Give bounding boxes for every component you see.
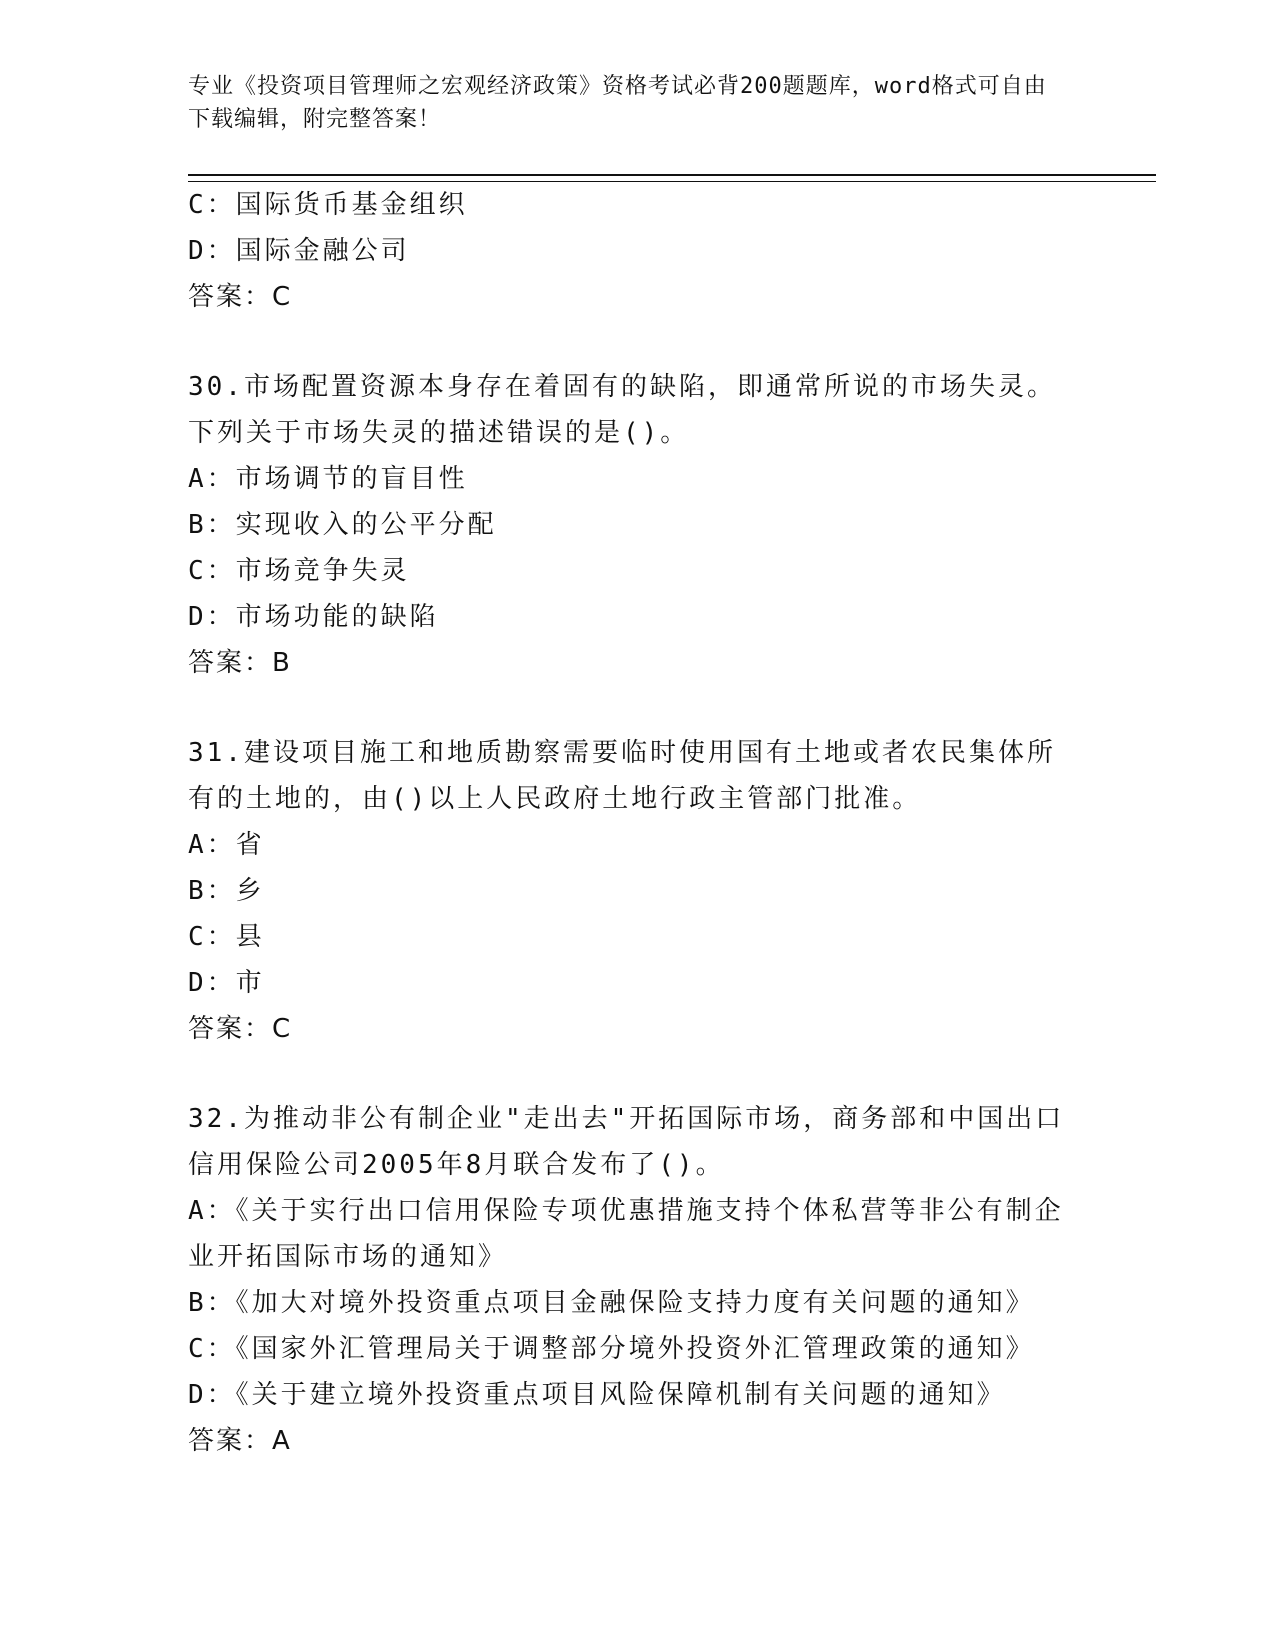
option-b: B：乡 [188,876,265,906]
option-a: A：《关于实行出口信用保险专项优惠措施支持个体私营等非公有制企业开拓国际市场的通知》 [188,1196,1064,1272]
option-d: D：市场功能的缺陷 [188,602,439,632]
spacer [188,686,1156,730]
answer-line: 答案：C [188,282,293,312]
option-c: C：国际货币基金组织 [188,190,468,220]
option-a: A：市场调节的盲目性 [188,464,468,494]
answer-line: 答案：B [188,648,292,678]
question-text: 31.建设项目施工和地质勘察需要临时使用国有土地或者农民集体所有的土地的，由()以上人民政府土地行政主管部门批准。 [188,738,1056,814]
question-text: 32.为推动非公有制企业"走出去"开拓国际市场，商务部和中国出口信用保险公司2005年8月联合发布了()。 [188,1104,1065,1180]
option-c: C：市场竞争失灵 [188,556,410,586]
question-text: 30.市场配置资源本身存在着固有的缺陷，即通常所说的市场失灵。下列关于市场失灵的描述错误的是()。 [188,372,1056,448]
answer-line: 答案：A [188,1426,292,1456]
option-c: C：县 [188,922,265,952]
header-divider [188,174,1156,182]
option-d: D：市 [188,968,265,998]
question-30 [188,364,1068,686]
option-c: C：《国家外汇管理局关于调整部分境外投资外汇管理政策的通知》 [188,1334,1035,1364]
option-b: B：实现收入的公平分配 [188,510,497,540]
question-32 [188,1096,1068,1464]
document-page [188,70,1156,1464]
previous-question-tail [188,182,1068,320]
spacer [188,320,1156,364]
option-d: D：国际金融公司 [188,236,410,266]
document-header: 专业《投资项目管理师之宏观经济政策》资格考试必背200题题库，word格式可自由下载编辑，附完整答案！ [188,74,1047,132]
answer-line: 答案：C [188,1014,293,1044]
option-b: B：《加大对境外投资重点项目金融保险支持力度有关问题的通知》 [188,1288,1035,1318]
option-d: D：《关于建立境外投资重点项目风险保障机制有关问题的通知》 [188,1380,1006,1410]
question-31 [188,730,1068,1052]
option-a: A：省 [188,830,265,860]
spacer [188,1052,1156,1096]
